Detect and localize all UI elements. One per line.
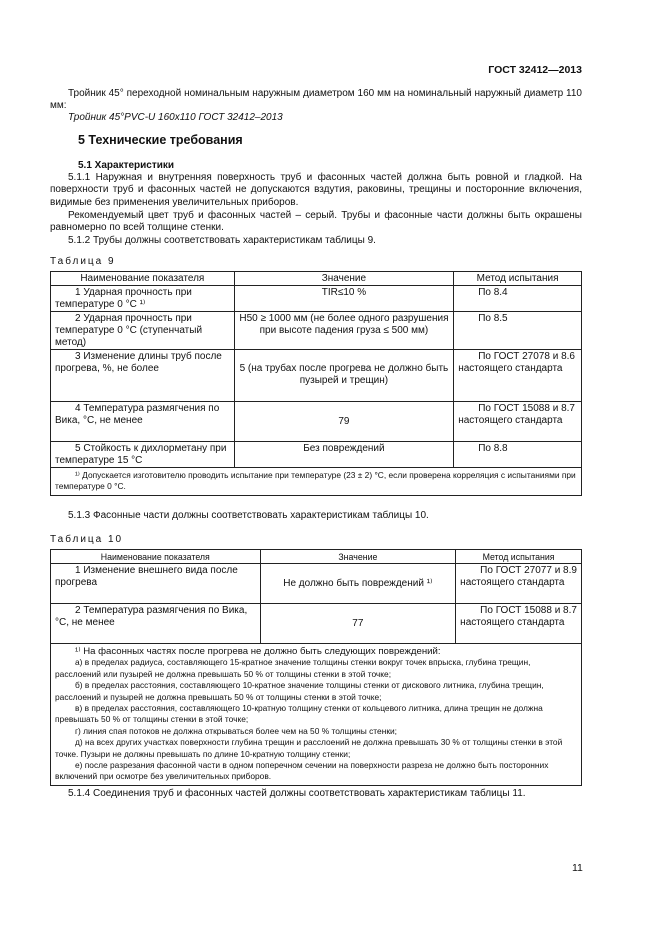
table-cell-value: 5 (на трубах после прогрева не должно быть пузырей и трещин) bbox=[234, 350, 454, 402]
table-row bbox=[51, 604, 582, 644]
table-cell-value: 77 bbox=[260, 604, 456, 644]
table-9 bbox=[50, 271, 582, 496]
table-cell-name: 2 Ударная прочность при температуре 0 °С (ступенчатый метод) bbox=[51, 312, 235, 350]
table-cell-method: По 8.8 bbox=[454, 442, 582, 468]
table-row bbox=[51, 286, 582, 312]
table-cell-name: 1 Ударная прочность при температуре 0 °С ¹⁾ bbox=[51, 286, 235, 312]
table-9-footnote: ¹⁾ Допускается изготовителю проводить испытание при температуре (23 ± 2) °С, если проверена корреляция с испытаниями при температуре 0 °С. bbox=[51, 468, 582, 496]
table-9-caption: Таблица 9 bbox=[50, 256, 116, 267]
table-cell-value: TIR≤10 % bbox=[234, 286, 454, 312]
table-footnote-row bbox=[51, 644, 582, 786]
table-header-cell: Метод испытания bbox=[454, 272, 582, 286]
table-10-caption: Таблица 10 bbox=[50, 534, 124, 545]
table-cell-value: 79 bbox=[234, 402, 454, 442]
table-cell-name: 1 Изменение внешнего вида после прогрева bbox=[51, 564, 261, 604]
subsection-title: 5.1 Характеристики bbox=[78, 160, 175, 171]
table-header-cell: Наименование показателя bbox=[51, 272, 235, 286]
table-row bbox=[51, 350, 582, 402]
table-cell-method: По ГОСТ 27078 и 8.6 настоящего стандарта bbox=[454, 350, 582, 402]
example-text: Тройник 45° переходной номинальным наружным диаметром 160 мм на номинальный наружный диаметр 110 мм: bbox=[50, 88, 582, 112]
table-10 bbox=[50, 549, 582, 786]
footnote-line: е) после разрезания фасонной части в одном поперечном сечении на поверхности разреза не должно быть посторонних включений при осмотре без увеличительных приборов. bbox=[55, 760, 549, 782]
table-cell-value: Не должно быть повреждений ¹⁾ bbox=[260, 564, 456, 604]
footnote-line: ¹⁾ На фасонных частях после прогрева не должно быть следующих повреждений: bbox=[75, 646, 441, 657]
table-row bbox=[51, 312, 582, 350]
table-header-row bbox=[51, 272, 582, 286]
paragraph-5-1-2: 5.1.2 Трубы должны соответствовать характеристикам таблицы 9. bbox=[68, 235, 376, 246]
paragraph-color: Рекомендуемый цвет труб и фасонных частей – серый. Трубы и фасонные части должны быть окрашены равномерно по всей толщине стенки. bbox=[50, 210, 582, 234]
table-cell-method: По 8.4 bbox=[454, 286, 582, 312]
paragraph-5-1-4: 5.1.4 Соединения труб и фасонных частей должны соответствовать характеристикам таблицы 11. bbox=[68, 788, 526, 799]
table-10-footnotes bbox=[51, 644, 582, 786]
footnote-line: б) в пределах расстояния, составляющего 10-кратное значение толщины стенки от дискового литника, глубина трещин, расслоений и пузырей не должна превышать 50 % от толщины стенки в этой точке; bbox=[55, 680, 544, 702]
table-cell-name: 5 Стойкость к дихлорметану при температуре 15 °С bbox=[51, 442, 235, 468]
paragraph-5-1-1: 5.1.1 Наружная и внутренняя поверхность труб и фасонных частей должна быть ровной и гладкой. На поверхности труб и фасонных частей не допускаются вздутия, раковины, трещины и посторонние включения, видимые без применения увеличительных приборов. bbox=[50, 172, 582, 208]
footnote-line: в) в пределах расстояния, составляющего 10-кратную толщину стенки от кольцевого литника, длина трещин не должна превышать 50 % от толщины стенки в этой точке; bbox=[55, 703, 543, 725]
table-header-cell: Значение bbox=[234, 272, 454, 286]
table-header-row bbox=[51, 550, 582, 564]
table-cell-name: 3 Изменение длины труб после прогрева, %, не более bbox=[51, 350, 235, 402]
table-cell-method: По 8.5 bbox=[454, 312, 582, 350]
footnote-line: д) на всех других участках поверхности глубина трещин и расслоений не должна превышать 30 % от толщины стенки в этой точке. Пузыри не должны превышать по длине 10-кратную толщину стенки; bbox=[55, 737, 563, 759]
standard-header: ГОСТ 32412—2013 bbox=[488, 64, 582, 76]
table-cell-method: По ГОСТ 15088 и 8.7 настоящего стандарта bbox=[456, 604, 582, 644]
table-cell-value: Без повреждений bbox=[234, 442, 454, 468]
example-designation: Тройник 45°PVC-U 160x110 ГОСТ 32412–2013 bbox=[68, 112, 283, 123]
table-cell-name: 2 Температура размягчения по Вика, °С, не менее bbox=[51, 604, 261, 644]
footnote-line: г) линия спая потоков не должна открываться более чем на 50 % толщины стенки; bbox=[75, 725, 397, 736]
table-cell-value: H50 ≥ 1000 мм (не более одного разрушения при высоте падения груза ≤ 500 мм) bbox=[234, 312, 454, 350]
table-cell-method: По ГОСТ 15088 и 8.7 настоящего стандарта bbox=[454, 402, 582, 442]
table-row bbox=[51, 564, 582, 604]
table-row bbox=[51, 442, 582, 468]
footnote-line: а) в пределах радиуса, составляющего 15-кратное значение толщины стенки вокруг точек впрыска, глубина трещин, расслоений или пузырей не должна превышать 50 % от толщины стенки в этой точке; bbox=[55, 657, 531, 679]
section-title: 5 Технические требования bbox=[78, 133, 243, 147]
table-cell-method: По ГОСТ 27077 и 8.9 настоящего стандарта bbox=[456, 564, 582, 604]
table-cell-name: 4 Температура размягчения по Вика, °С, не менее bbox=[51, 402, 235, 442]
paragraph-5-1-3: 5.1.3 Фасонные части должны соответствовать характеристикам таблицы 10. bbox=[68, 510, 429, 521]
table-header-cell: Метод испытания bbox=[456, 550, 582, 564]
table-row bbox=[51, 402, 582, 442]
page-number: 11 bbox=[572, 862, 583, 874]
table-footnote-row bbox=[51, 468, 582, 496]
table-header-cell: Наименование показателя bbox=[51, 550, 261, 564]
table-header-cell: Значение bbox=[260, 550, 456, 564]
